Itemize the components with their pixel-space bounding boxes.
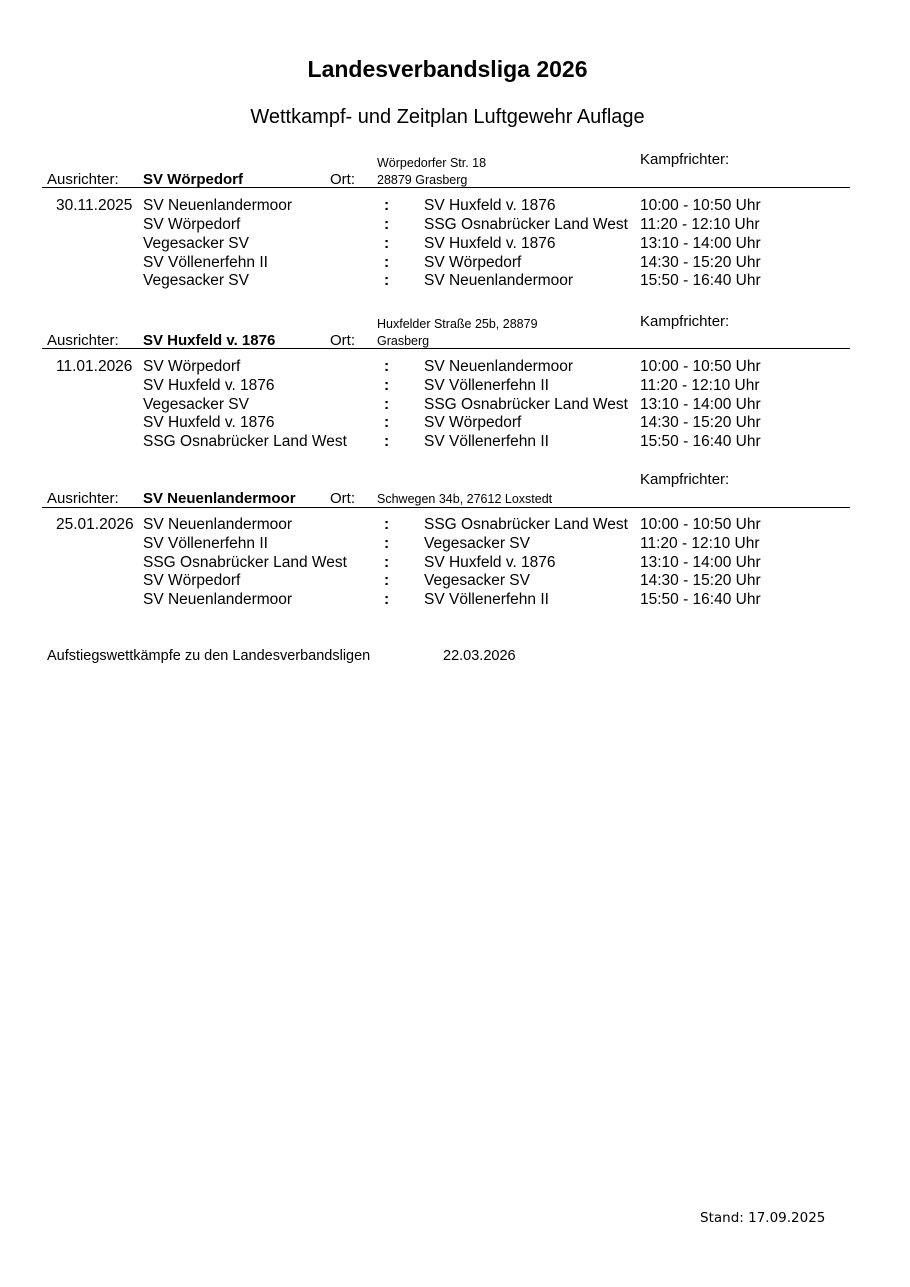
away-team: Vegesacker SV [424,535,530,552]
away-team: SV Völlenerfehn II [424,591,549,608]
match-time: 11:20 - 12:10 Uhr [640,216,760,233]
home-team: SSG Osnabrücker Land West [143,433,347,450]
versus-separator: : [384,358,390,375]
match-time: 13:10 - 14:00 Uhr [640,235,761,252]
match-date: 30.11.2025 [56,197,133,214]
section-divider [42,348,850,349]
home-team: SV Huxfeld v. 1876 [143,414,275,431]
page-title: Landesverbandsliga 2026 [307,56,588,82]
section-divider [42,507,850,508]
versus-separator: : [384,433,390,450]
versus-separator: : [384,197,390,214]
match-time: 13:10 - 14:00 Uhr [640,554,761,571]
match-date: 25.01.2026 [56,516,134,533]
referee-label: Kampfrichter: [640,313,730,330]
host-name: SV Neuenlandermoor [143,490,296,507]
home-team: SV Wörpedorf [143,216,241,233]
away-team: SV Huxfeld v. 1876 [424,235,556,252]
away-team: SSG Osnabrücker Land West [424,516,628,533]
promotion-label: Aufstiegswettkämpfe zu den Landesverbandsligen [47,648,371,664]
home-team: SV Völlenerfehn II [143,535,268,552]
home-team: SV Neuenlandermoor [143,516,293,533]
match-time: 11:20 - 12:10 Uhr [640,377,760,394]
away-team: Vegesacker SV [424,572,530,589]
away-team: SV Neuenlandermoor [424,358,574,375]
home-team: SSG Osnabrücker Land West [143,554,347,571]
match-time: 15:50 - 16:40 Uhr [640,272,761,289]
away-team: SV Wörpedorf [424,414,522,431]
away-team: SV Wörpedorf [424,254,522,271]
versus-separator: : [384,396,390,413]
versus-separator: : [384,235,390,252]
away-team: SV Völlenerfehn II [424,433,549,450]
host-label: Ausrichter: [47,490,119,507]
match-time: 13:10 - 14:00 Uhr [640,396,761,413]
place-label: Ort: [330,171,355,188]
place-label: Ort: [330,490,355,507]
home-team: Vegesacker SV [143,272,249,289]
home-team: SV Huxfeld v. 1876 [143,377,275,394]
home-team: SV Wörpedorf [143,572,241,589]
match-time: 10:00 - 10:50 Uhr [640,358,761,375]
stand-date: Stand: 17.09.2025 [700,1210,826,1226]
match-time: 14:30 - 15:20 Uhr [640,414,761,431]
match-time: 10:00 - 10:50 Uhr [640,197,761,214]
versus-separator: : [384,377,390,394]
address-line-2: Grasberg [377,334,430,348]
home-team: SV Wörpedorf [143,358,241,375]
home-team: Vegesacker SV [143,396,249,413]
versus-separator: : [384,516,390,533]
versus-separator: : [384,272,390,289]
address-line-1: Schwegen 34b, 27612 Loxstedt [377,492,553,506]
page-subtitle: Wettkampf- und Zeitplan Luftgewehr Auflage [250,106,645,128]
versus-separator: : [384,414,390,431]
referee-label: Kampfrichter: [640,151,730,168]
match-time: 14:30 - 15:20 Uhr [640,254,761,271]
address-line-1: Wörpedorfer Str. 18 [377,156,487,170]
match-time: 10:00 - 10:50 Uhr [640,516,761,533]
versus-separator: : [384,254,390,271]
match-time: 14:30 - 15:20 Uhr [640,572,761,589]
address-line-1: Huxfelder Straße 25b, 28879 [377,317,538,331]
match-date: 11.01.2026 [56,358,133,375]
match-time: 15:50 - 16:40 Uhr [640,591,761,608]
away-team: SV Huxfeld v. 1876 [424,197,556,214]
match-time: 11:20 - 12:10 Uhr [640,535,760,552]
versus-separator: : [384,572,390,589]
versus-separator: : [384,591,390,608]
host-name: SV Wörpedorf [143,171,243,188]
host-label: Ausrichter: [47,171,119,188]
home-team: SV Neuenlandermoor [143,197,293,214]
host-name: SV Huxfeld v. 1876 [143,332,276,349]
place-label: Ort: [330,332,355,349]
away-team: SV Huxfeld v. 1876 [424,554,556,571]
address-line-2: 28879 Grasberg [377,173,468,187]
away-team: SSG Osnabrücker Land West [424,396,628,413]
versus-separator: : [384,216,390,233]
home-team: Vegesacker SV [143,235,249,252]
versus-separator: : [384,554,390,571]
referee-label: Kampfrichter: [640,471,730,488]
section-divider [42,187,850,188]
versus-separator: : [384,535,390,552]
home-team: SV Völlenerfehn II [143,254,268,271]
away-team: SV Neuenlandermoor [424,272,574,289]
match-time: 15:50 - 16:40 Uhr [640,433,761,450]
home-team: SV Neuenlandermoor [143,591,293,608]
promotion-date: 22.03.2026 [443,648,516,664]
host-label: Ausrichter: [47,332,119,349]
away-team: SSG Osnabrücker Land West [424,216,628,233]
away-team: SV Völlenerfehn II [424,377,549,394]
